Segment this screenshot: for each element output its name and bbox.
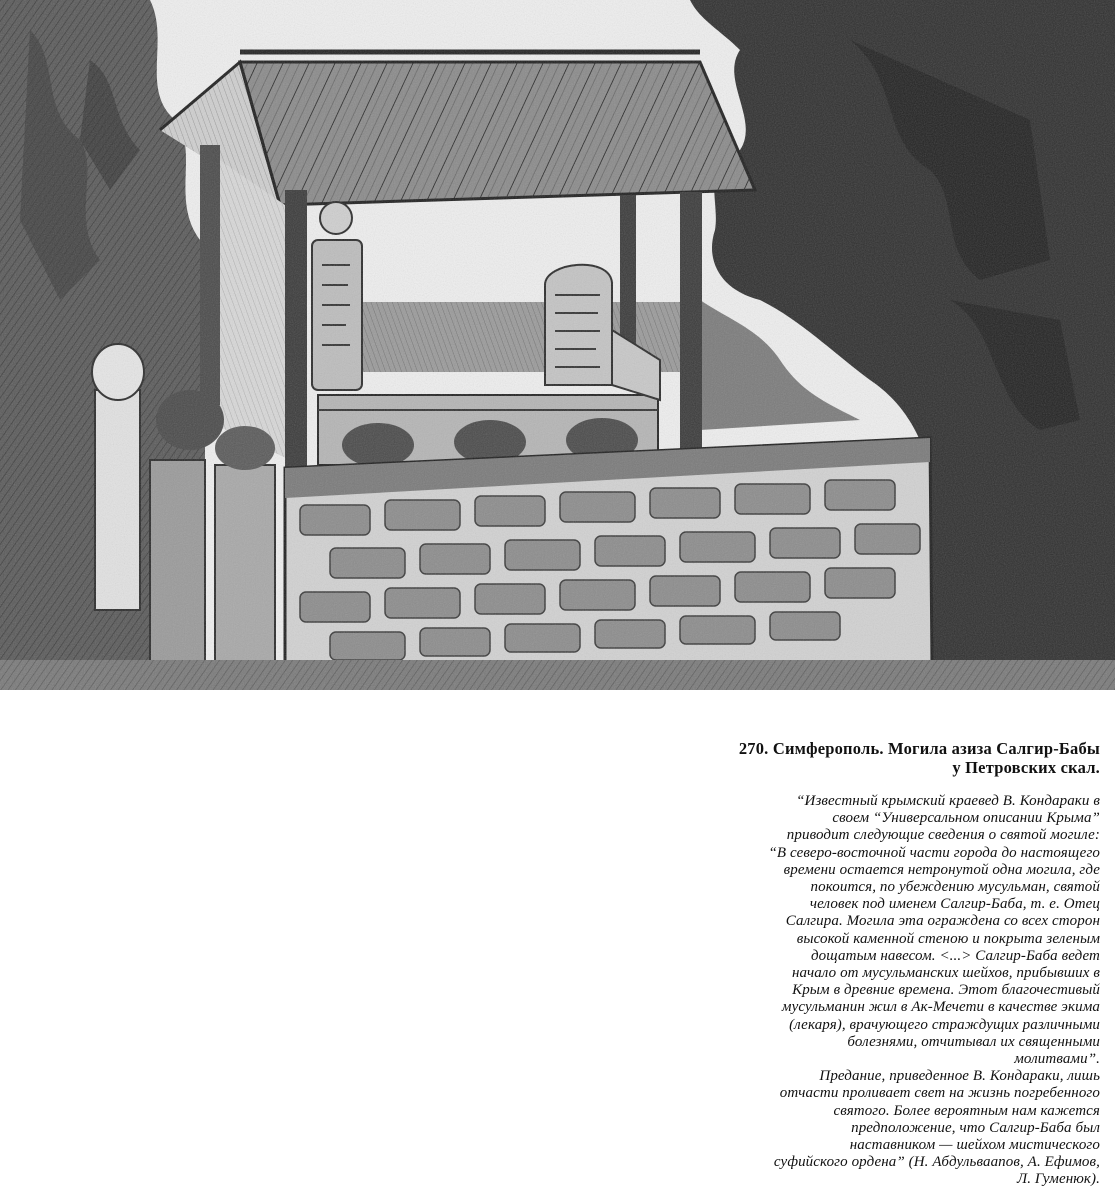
- caption-line: отчасти проливает свет на жизнь погребенного: [779, 1085, 1100, 1102]
- caption-line: Салгира. Могила эта ограждена со всех сторон: [785, 913, 1100, 930]
- caption-title-line: 270. Симферополь. Могила азиза Салгир-Бабы: [738, 739, 1100, 758]
- caption-line: “Известный крымский краевед В. Кондараки в: [796, 793, 1100, 809]
- caption-line: времени остается нетронутой одна могила, где: [783, 861, 1100, 878]
- caption-line: наставником — шейхом мистического: [849, 1137, 1100, 1154]
- caption-line: Предание, приведенное В. Кондараки, лишь: [819, 1068, 1100, 1085]
- caption-line: Крым в древние времена. Этот благочестивый: [792, 982, 1100, 999]
- caption-line: “В северо-восточной части города до настоящего: [768, 844, 1100, 861]
- caption-title-line: у Петровских скал.: [952, 758, 1100, 777]
- caption-line: суфийского ордена” (Н. Абдульваапов, А. Ефимов,: [773, 1154, 1100, 1171]
- caption-line: человек под именем Салгир-Баба, т. е. Отец: [809, 896, 1100, 913]
- caption-line: молитвами”.: [1014, 1051, 1100, 1068]
- caption-line: дощатым навесом. <...> Салгир-Баба ведет: [810, 947, 1100, 964]
- caption-line: своем “Универсальном описании Крыма”: [832, 810, 1100, 827]
- caption-line: высокой каменной стеною и покрыта зеленым: [796, 930, 1100, 947]
- caption-line: Л. Гуменюк).: [1016, 1171, 1100, 1188]
- figure-caption: [560, 739, 1100, 1189]
- caption-line: болезнями, отчитывал их священными: [847, 1033, 1100, 1050]
- caption-line: начало от мусульманских шейхов, прибывших в: [792, 965, 1100, 982]
- caption-line: приводит следующие сведения о святой могиле:: [786, 827, 1100, 844]
- caption-line: (лекаря), врачующего страждущих различными: [789, 1016, 1100, 1033]
- caption-line: святого. Более вероятным нам кажется: [833, 1102, 1100, 1119]
- caption-line: предположение, что Салгир-Баба был: [851, 1119, 1100, 1136]
- caption-line: покоится, по убеждению мусульман, святой: [810, 879, 1100, 896]
- caption-line: мусульманин жил в Ак-Мечети в качестве экима: [781, 999, 1100, 1016]
- caption-quote: [560, 793, 1100, 1189]
- caption-title: [560, 739, 1100, 777]
